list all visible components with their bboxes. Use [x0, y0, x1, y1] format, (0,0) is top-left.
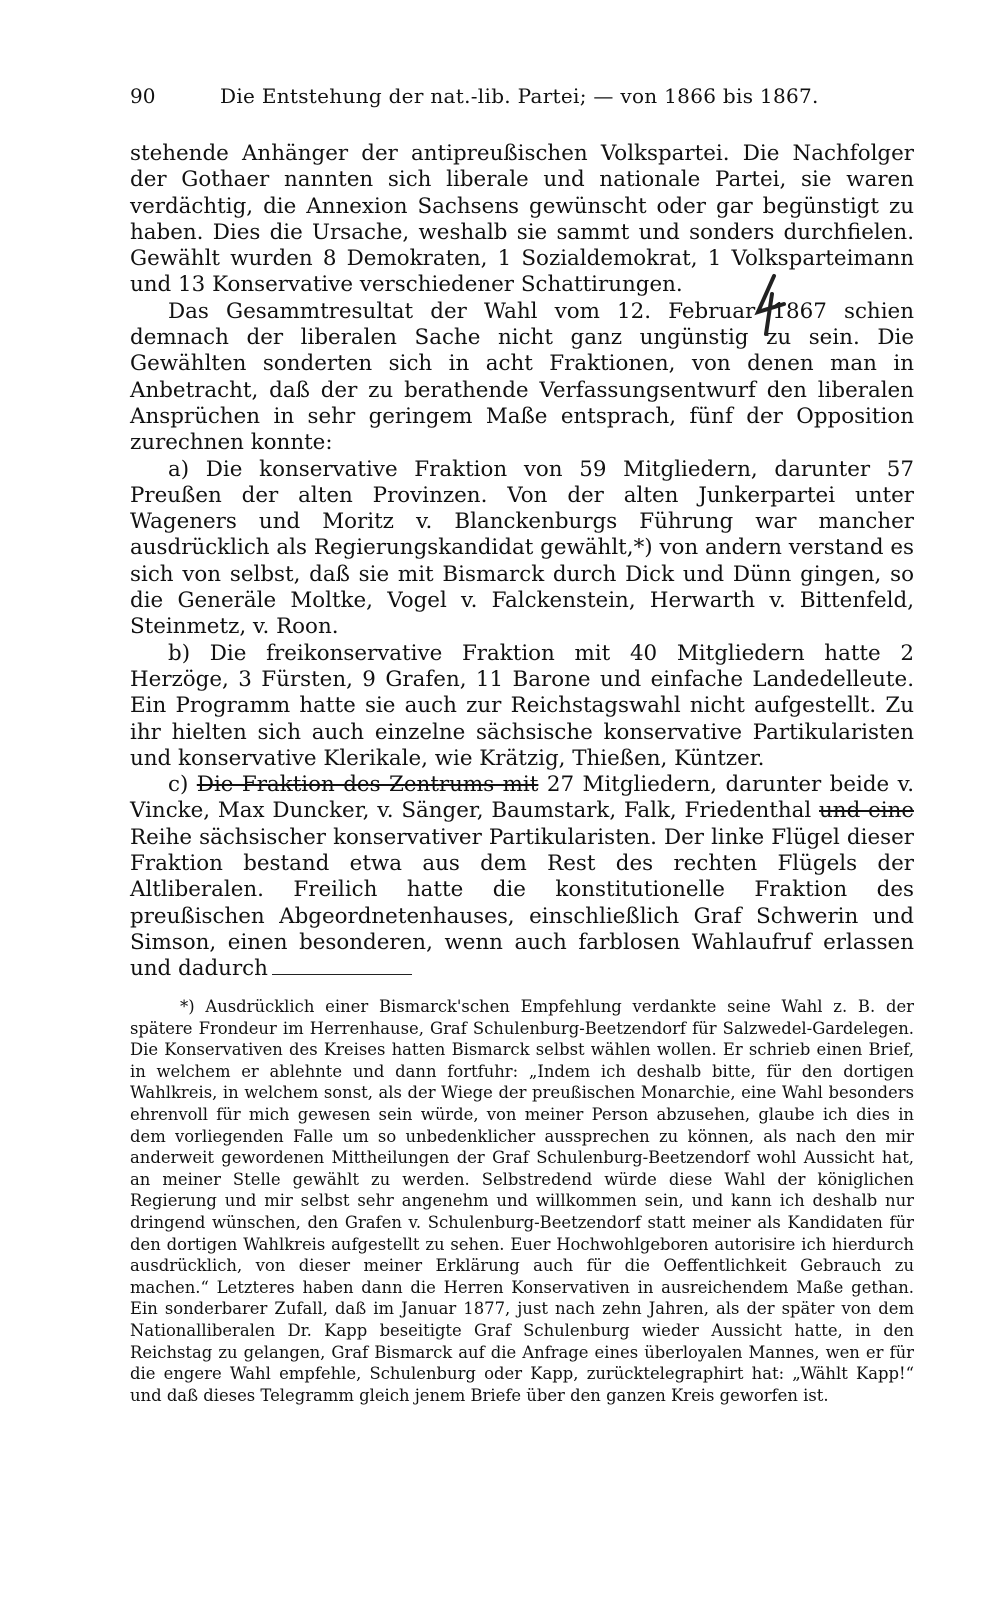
- paragraph-free-conservative-faction: b) Die freikonservative Fraktion mit 40 Mitgliedern hatte 2 Herzöge, 3 Fürsten, 9 Grafen, 11 Barone und einfache Landedelleute. Ein Programm hatte sie auch zur Reichstagswahl nicht aufgestellt. Zu ihr hielten sich auch einzelne sächsische konservative Partikularisten und konservative Klerikale, wie Krätzig, Thießen, Küntzer.: [130, 640, 914, 771]
- running-title: Die Entstehung der nat.-lib. Partei; — von 1866 bis 1867.: [220, 84, 819, 108]
- paragraph-faction-c: [130, 772, 914, 982]
- struck-text-2: und eine: [819, 798, 914, 824]
- faction-c-rest: Reihe sächsischer konservativer Partikularisten. Der linke Flügel dieser Fraktion bestand etwa aus dem Rest des rechten Flügels der Altliberalen. Freilich hatte die konstitutionelle Fraktion des preußischen Abgeordnetenhauses, einschließlich Graf Schwerin und Simson, einen besonderen, wenn auch farblosen Wahlaufruf erlassen und dadurch: [130, 824, 914, 982]
- faction-c-text: 27 Mitgliedern, darunter beide v. Vincke, Max Duncker, v. Sänger, Baumstark, Falk, Friedenthal: [130, 772, 915, 824]
- main-text: [130, 141, 914, 983]
- page-number: 90: [130, 84, 156, 108]
- handwritten-correction-mark: [744, 272, 790, 336]
- faction-c-prefix: c): [168, 772, 197, 798]
- struck-text: Die Fraktion des Zentrums mit: [196, 772, 539, 798]
- footnote-text: *) Ausdrücklich einer Bismarck'schen Empfehlung verdankte seine Wahl z. B. der spätere Frondeur im Herrenhause, Graf Schulenburg-Beetzendorf für Salzwedel-Gardelegen. Die Konservativen des Kreises hatten Bismarck selbst wählen wollen. Er schrieb einen Brief, in welchem er ablehnte und dann fortfuhr: „Indem ich deshalb bitte, für den dortigen Wahlkreis, in welchem sonst, als der Wiege der preußischen Monarchie, eine Wahl besonders ehrenvoll für mich gewesen sein würde, von meiner Person abzusehen, glaube ich dies in dem vorliegenden Falle um so unbedenklicher aussprechen zu können, als nach den mir anderweit gewordenen Mittheilungen der Graf Schulenburg-Beetzendorf wohl Aussicht hat, an meiner Stelle gewählt zu werden. Selbstredend würde diese Wahl der königlichen Regierung und mir selbst sehr angenehm und willkommen sein, und kann ich deshalb nur dringend wünschen, den Grafen v. Schulenburg-Beetzendorf statt meiner als Kandidaten für den dortigen Wahlkreis aufgestellt zu sehen. Euer Hochwohlgeboren autorisire ich hierdurch ausdrücklich, von dieser meiner Erklärung auch für die Oeffentlichkeit Gebrauch zu machen.“ Letzteres haben dann die Herren Konservativen in ausreichendem Maße gethan. Ein sonderbarer Zufall, daß im Januar 1877, just nach zehn Jahren, als der später von dem Nationalliberalen Dr. Kapp beseitigte Graf Schulenburg wieder Aussicht hatte, in den Reichstag zu gelangen, Graf Bismarck auf die Anfrage eines überloyalen Mannes, wen er für die engere Wahl empfehle, Schulenburg oder Kapp, zurücktelegraphirt hat: „Wählt Kapp!“ und daß dieses Telegramm gleich jenem Briefe über den ganzen Kreis geworfen ist.: [130, 997, 914, 1405]
- footnote: [130, 996, 914, 1406]
- paragraph-election-result: Das Gesammtresultat der Wahl vom 12. Februar 1867 schien demnach der liberalen Sache nicht ganz ungünstig zu sein. Die Gewählten sonderten sich in acht Fraktionen, von denen man in Anbetracht, daß der zu berathende Verfassungsentwurf den liberalen Ansprüchen in sehr geringem Maße entsprach, fünf der Opposition zurechnen konnte:: [130, 298, 914, 456]
- paragraph-continuation: stehende Anhänger der antipreußischen Volkspartei. Die Nachfolger der Gothaer nannten sich liberale und nationale Partei, sie waren verdächtig, die Annexion Sachsens gewünscht oder gar begünstigt zu haben. Dies die Ursache, weshalb sie sammt und sonders durchfielen. Gewählt wurden 8 Demokraten, 1 Sozialdemokrat, 1 Volksparteimann und 13 Konservative verschiedener Schattirungen.: [130, 141, 914, 298]
- footnote-divider: [272, 974, 412, 975]
- page-header: [130, 84, 910, 108]
- paragraph-conservative-faction: a) Die konservative Fraktion von 59 Mitgliedern, darunter 57 Preußen der alten Provinzen. Von der alten Junkerpartei unter Wageners und Moritz v. Blanckenburgs Führung war mancher ausdrücklich als Regierungskandidat gewählt,*) von andern verstand es sich von selbst, daß sie mit Bismarck durch Dick und Dünn gingen, so die Generäle Moltke, Vogel v. Falckenstein, Herwarth v. Bittenfeld, Steinmetz, v. Roon.: [130, 456, 914, 640]
